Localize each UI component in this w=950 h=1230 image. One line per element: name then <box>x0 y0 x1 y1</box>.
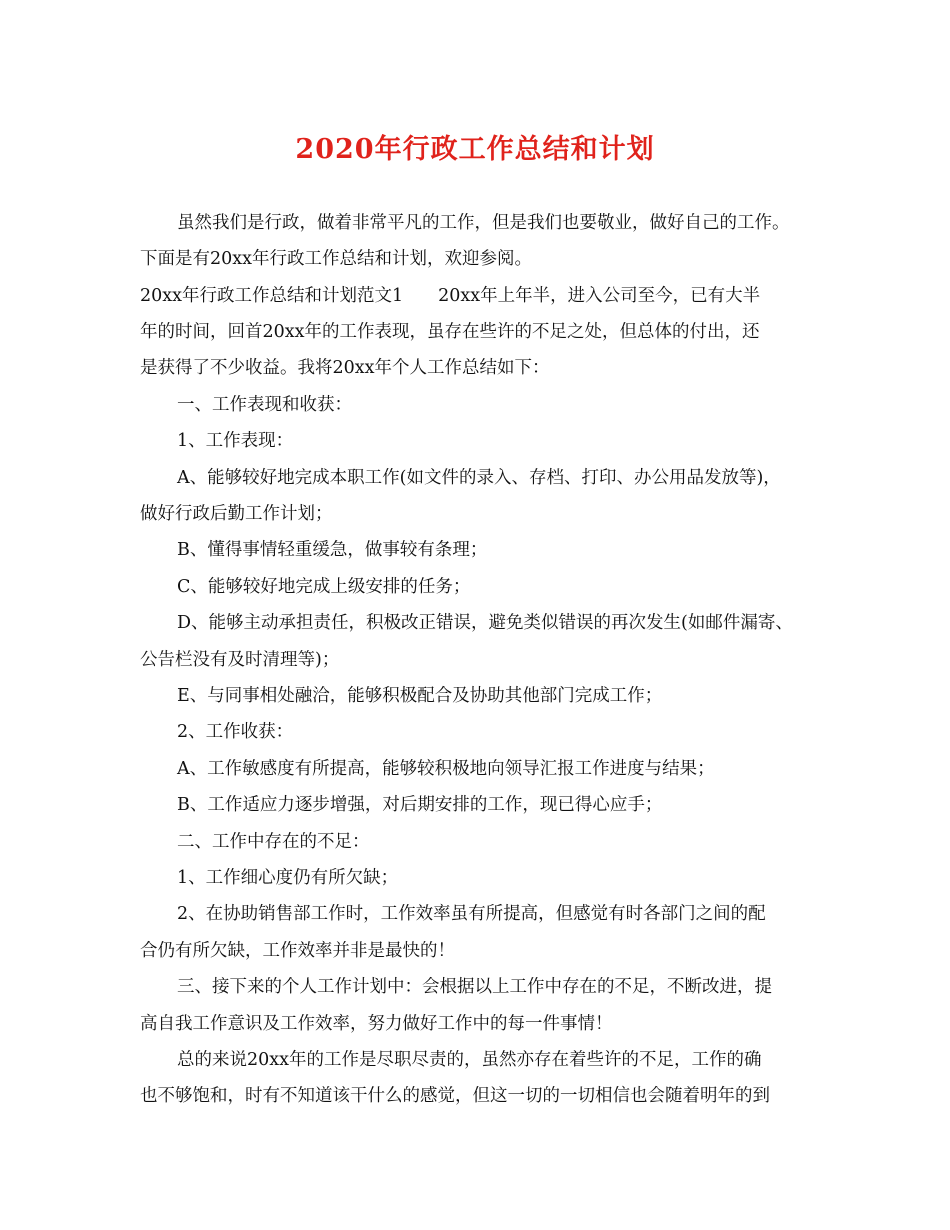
paragraph-line: 下面是有20xx年行政工作总结和计划，欢迎参阅。 <box>140 249 533 269</box>
subsection-heading: 1、工作表现： <box>177 431 294 451</box>
section-heading: 二、工作中存在的不足： <box>177 832 370 852</box>
paragraph-line: 年的时间，回首20xx年的工作表现，虽存在些许的不足之处，但总体的付出，还 <box>140 322 760 342</box>
list-item: 2、在协助销售部工作时，工作效率虽有所提高，但感觉有时各部门之间的配 <box>177 904 766 924</box>
paragraph-line: 总的来说20xx年的工作是尽职尽责的，虽然亦存在着些许的不足，工作的确 <box>177 1050 762 1070</box>
list-item: D、能够主动承担责任，积极改正错误，避免类似错误的再次发生(如邮件漏寄、 <box>177 613 793 633</box>
paragraph-line: 也不够饱和，时有不知道该干什么的感觉，但这一切的一切相信也会随着明年的到 <box>140 1086 770 1106</box>
paragraph-line: 是获得了不少收益。我将20xx年个人工作总结如下： <box>140 358 550 378</box>
section-heading: 三、接下来的个人工作计划中：会根据以上工作中存在的不足，不断改进，提 <box>177 977 772 997</box>
paragraph-line: 20xx年行政工作总结和计划范文1 20xx年上年半，进入公司至今，已有大半 <box>140 286 761 306</box>
list-item-continuation: 公告栏没有及时清理等)； <box>140 650 340 670</box>
list-item: B、工作适应力逐步增强，对后期安排的工作，现已得心应手； <box>177 795 663 815</box>
list-item: A、工作敏感度有所提高，能够较积极地向领导汇报工作进度与结果； <box>177 759 715 779</box>
list-item: A、能够较好地完成本职工作(如文件的录入、存档、打印、办公用品发放等)， <box>177 468 781 488</box>
list-item-continuation: 做好行政后勤工作计划； <box>140 504 333 524</box>
paragraph-line: 虽然我们是行政，做着非常平凡的工作，但是我们也要敬业，做好自己的工作。 <box>177 213 790 233</box>
section-heading: 一、工作表现和收获： <box>177 395 352 415</box>
subsection-heading: 2、工作收获： <box>177 722 294 742</box>
list-item: C、能够较好地完成上级安排的任务； <box>177 577 471 597</box>
document-title: 2020年行政工作总结和计划 <box>295 134 655 165</box>
paragraph-line: 高自我工作意识及工作效率，努力做好工作中的每一件事情！ <box>140 1014 613 1034</box>
list-item: 1、工作细心度仍有所欠缺； <box>177 868 399 888</box>
list-item: E、与同事相处融洽，能够积极配合及协助其他部门完成工作； <box>177 686 663 706</box>
list-item-continuation: 合仍有所欠缺，工作效率并非是最快的！ <box>140 941 455 961</box>
list-item: B、懂得事情轻重缓急，做事较有条理； <box>177 540 488 560</box>
